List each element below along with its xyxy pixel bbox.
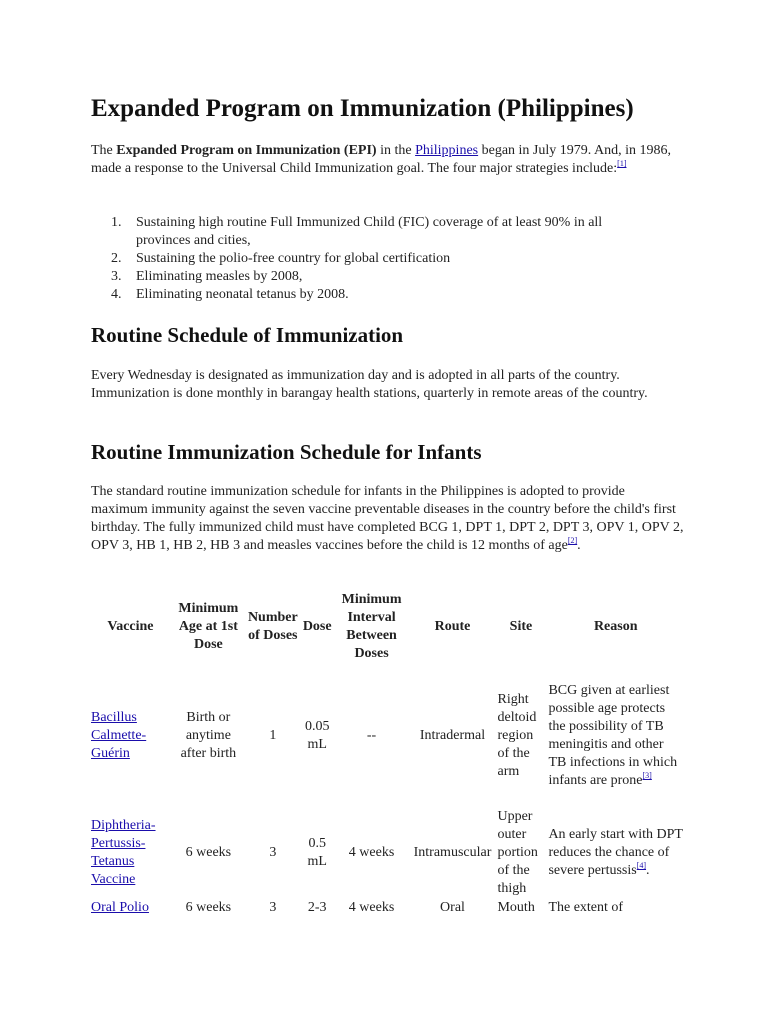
list-text: Eliminating measles by 2008,: [136, 269, 303, 284]
reason-cell: [546, 664, 685, 808]
list-item: [91, 286, 651, 304]
intro-suffix: began in July 1979. And, in 1986, made a response to the Universal Child Immunization goal. The four major strategies include:: [91, 143, 671, 176]
column-header: Route: [434, 619, 471, 634]
route-cell: Intradermal: [419, 728, 486, 743]
column-header: Minimum Age at 1st Dose: [178, 601, 239, 652]
infants-end: .: [577, 538, 581, 553]
number-of-doses-cell: 3: [269, 900, 277, 915]
reference-link-3[interactable]: [3]: [642, 771, 652, 780]
site-cell: Upper outer portion of the thigh: [497, 809, 538, 896]
list-number: 2.: [111, 251, 122, 266]
dose-cell: 0.05 mL: [304, 719, 330, 752]
route-cell: Intramuscular: [413, 845, 492, 860]
vaccine-link[interactable]: Diphtheria-Pertussis-Tetanus Vaccine: [91, 818, 156, 887]
table-header-row: [89, 590, 685, 664]
column-header: Minimum Interval Between Doses: [341, 592, 402, 661]
column-header: Number of Doses: [247, 610, 298, 643]
min-age-cell: 6 weeks: [185, 845, 232, 860]
reason-text: An early start with DPT reduces the chance of severe pertussis: [548, 827, 683, 878]
list-text: Eliminating neonatal tetanus by 2008.: [136, 287, 349, 302]
min-age-cell: 6 weeks: [185, 900, 232, 915]
vaccine-link[interactable]: Bacillus Calmette-Guérin: [91, 710, 147, 761]
interval-cell: --: [366, 728, 377, 743]
section-heading-infants: Routine Immunization Schedule for Infants: [91, 440, 482, 464]
reference-link-4[interactable]: [4]: [636, 861, 647, 870]
page-title: Expanded Program on Immunization (Philippines): [91, 95, 634, 122]
route-cell: Oral: [440, 900, 465, 915]
table-row: [89, 898, 685, 918]
philippines-link[interactable]: Philippines: [415, 143, 479, 158]
strategies-list: [91, 214, 651, 304]
list-text: Sustaining the polio-free country for global certification: [136, 251, 451, 266]
list-number: 3.: [111, 269, 122, 284]
dose-cell: 2-3: [307, 900, 327, 915]
interval-cell: 4 weeks: [348, 845, 395, 860]
section-heading-schedule: Routine Schedule of Immunization: [91, 323, 404, 347]
intro-prefix: The: [91, 143, 117, 158]
infants-paragraph: [91, 483, 685, 555]
table-row: [89, 808, 685, 898]
reference-link-2[interactable]: [2]: [567, 536, 578, 545]
column-header: Reason: [593, 619, 638, 634]
dose-cell: 0.5 mL: [307, 836, 327, 869]
reason-cell: The extent of: [548, 900, 624, 915]
reason-end: .: [646, 863, 650, 878]
interval-cell: 4 weeks: [348, 900, 395, 915]
number-of-doses-cell: 3: [269, 845, 277, 860]
reference-link-1[interactable]: [1]: [617, 159, 627, 168]
list-item: [91, 250, 651, 268]
schedule-paragraph: Every Wednesday is designated as immunization day and is adopted in all parts of the country. Immunization is done monthly in barangay health stations, quarterly in remote areas of the country.: [91, 368, 648, 401]
list-item: [91, 268, 651, 286]
list-item: [91, 214, 651, 250]
column-header: Vaccine: [107, 619, 154, 634]
column-header: Site: [509, 619, 533, 634]
reason-cell: [546, 808, 685, 898]
intro-mid: in the: [376, 143, 416, 158]
reason-text: BCG given at earliest possible age protects the possibility of TB meningitis and other TB infections in which infants are prone: [548, 683, 678, 788]
list-number: 4.: [111, 287, 122, 302]
intro-bold: Expanded Program on Immunization (EPI): [116, 143, 377, 158]
list-number: 1.: [111, 215, 122, 230]
table-row: [89, 664, 685, 808]
vaccine-link[interactable]: Oral Polio: [91, 900, 149, 915]
infants-text: The standard routine immunization schedule for infants in the Philippines is adopted to provide maximum immunity against the seven vaccine preventable diseases in the country before the child's first birthday. The fully immunized child must have completed BCG 1, DPT 1, DPT 2, DPT 3, OPV 1, OPV 2, OPV 3, HB 1, HB 2, HB 3 and measles vaccines before the child is 12 months of age: [91, 484, 684, 553]
column-header: Dose: [302, 619, 332, 634]
list-text: Sustaining high routine Full Immunized Child (FIC) coverage of at least 90% in all provinces and cities,: [136, 215, 603, 248]
immunization-table: [89, 590, 685, 918]
intro-paragraph: [91, 142, 685, 178]
site-cell: Mouth: [497, 900, 535, 915]
number-of-doses-cell: 1: [269, 728, 277, 743]
site-cell: Right deltoid region of the arm: [497, 692, 537, 779]
min-age-cell: Birth or anytime after birth: [180, 710, 237, 761]
